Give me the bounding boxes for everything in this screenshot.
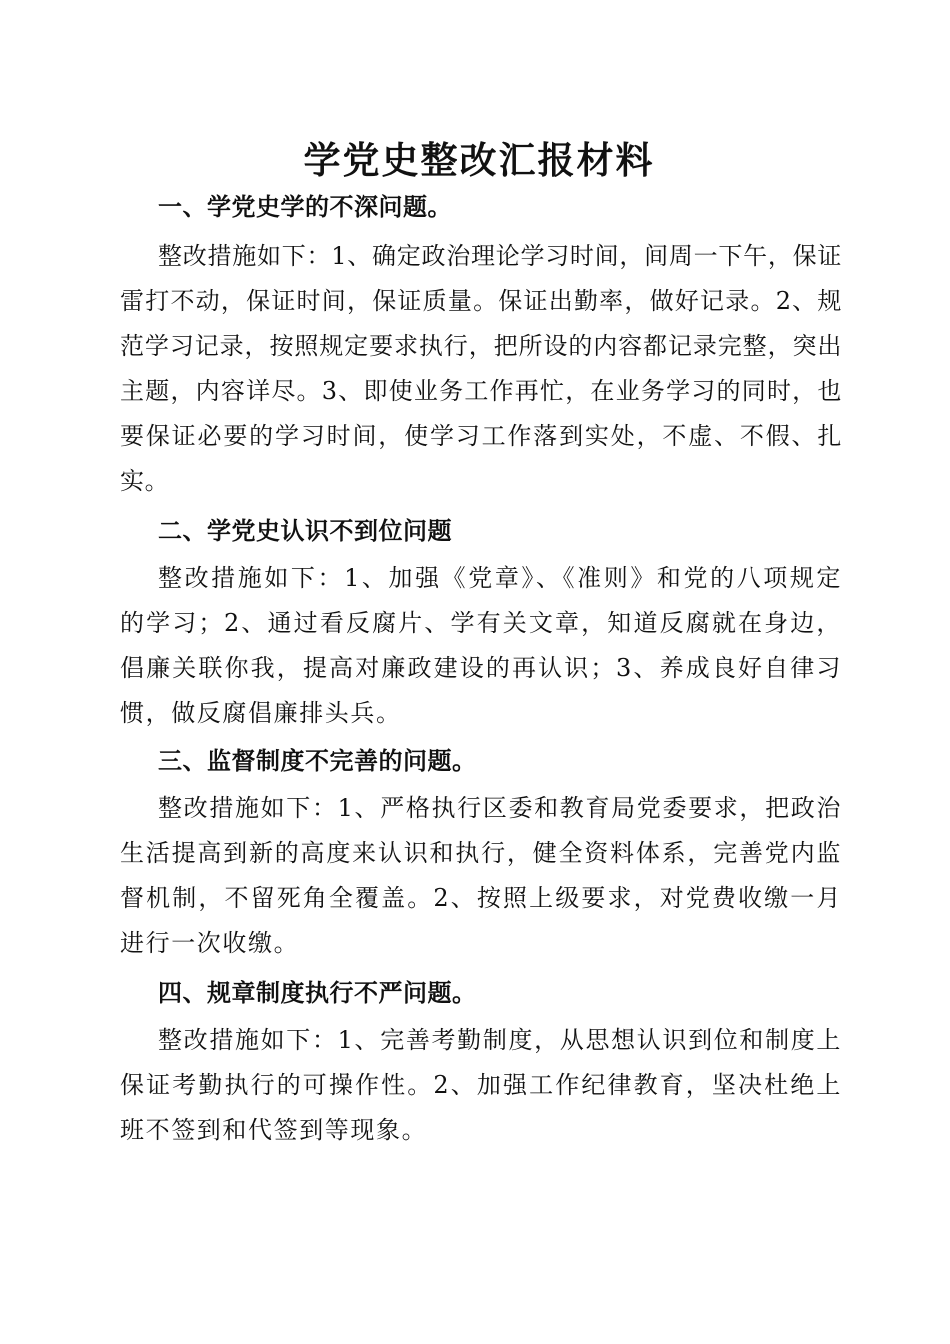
section-heading: 一、学党史学的不深问题。 [158,193,452,221]
section-body: 整改措施如下：1、加强《党章》、《准则》和党的八项规定的学习；2、通过看反腐片、学有关文章，知道反腐就在身边，倡廉关联你我，提高对廉政建设的再认识；3、养成良好自律习惯，做反腐倡廉排头兵。 [120,564,842,727]
document-content [120,184,842,1154]
section-body: 整改措施如下：1、完善考勤制度，从思想认识到位和制度上保证考勤执行的可操作性。2、加强工作纪律教育，坚决杜绝上班不签到和代签到等现象。 [120,1026,842,1144]
section-1 [120,184,842,504]
section-heading: 三、监督制度不完善的问题。 [158,747,477,775]
section-heading: 四、规章制度执行不严问题。 [158,979,477,1007]
section-heading: 二、学党史认识不到位问题 [158,517,452,545]
document-title: 学党史整改汇报材料 [303,138,655,182]
section-body: 整改措施如下：1、确定政治理论学习时间，间周一下午，保证雷打不动，保证时间，保证质量。保证出勤率，做好记录。2、规范学习记录，按照规定要求执行，把所设的内容都记录完整，突出主题，内容详尽。3、即使业务工作再忙，在业务学习的同时，也要保证必要的学习时间，使学习工作落到实处，不虚、不假、扎实。 [120,242,842,495]
section-4 [120,970,842,1154]
section-3 [120,738,842,966]
section-2 [120,508,842,736]
section-body: 整改措施如下：1、严格执行区委和教育局党委要求，把政治生活提高到新的高度来认识和执行，健全资料体系，完善党内监督机制，不留死角全覆盖。2、按照上级要求，对党费收缴一月进行一次收缴。 [120,794,842,957]
